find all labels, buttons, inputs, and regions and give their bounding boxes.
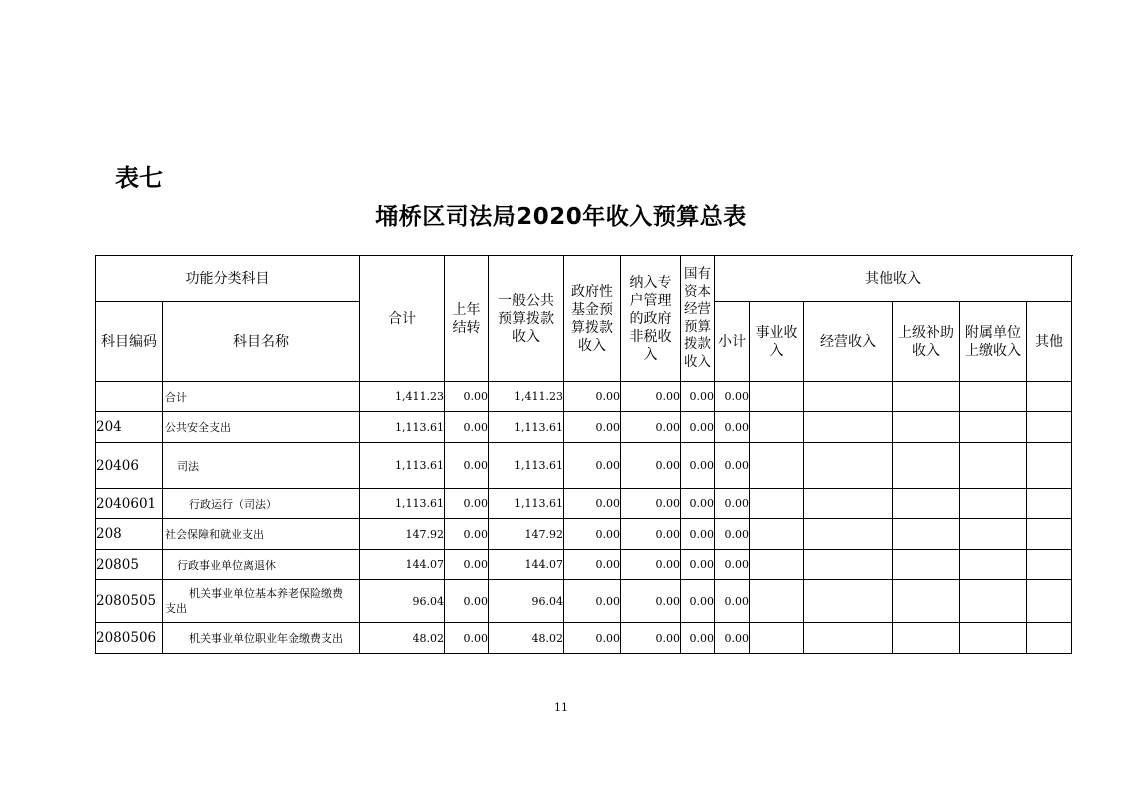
header-line: 经营 bbox=[684, 301, 711, 317]
superior-subsidy-cell bbox=[893, 550, 960, 580]
name-cell: 行政运行（司法） bbox=[163, 489, 360, 519]
total-cell: 1,411.23 bbox=[360, 382, 445, 412]
header-line: 的政府 bbox=[629, 310, 672, 327]
header-line: 政府性 bbox=[571, 283, 613, 300]
subtotal-cell: 0.00 bbox=[715, 519, 750, 550]
other-header: 其他 bbox=[1027, 302, 1072, 382]
general-cell: 144.07 bbox=[489, 550, 564, 580]
subtotal-cell: 0.00 bbox=[715, 382, 750, 412]
subtotal-cell: 0.00 bbox=[715, 623, 750, 654]
header-line: 预算拨款 bbox=[498, 310, 554, 327]
name-line: 机关事业单位基本养老保险缴费 bbox=[189, 587, 343, 600]
header-line: 入 bbox=[769, 342, 784, 359]
general-cell: 1,113.61 bbox=[489, 412, 564, 443]
header-line: 非税收 bbox=[629, 328, 672, 345]
fund-budget-header bbox=[564, 256, 621, 382]
other-cell bbox=[1027, 550, 1072, 580]
superior-subsidy-cell bbox=[893, 623, 960, 654]
operating-income-cell bbox=[804, 489, 893, 519]
business-income-cell bbox=[750, 580, 804, 623]
state-capital-header bbox=[681, 256, 715, 382]
nontax-cell: 0.00 bbox=[621, 550, 681, 580]
operating-income-cell bbox=[804, 580, 893, 623]
general-cell: 1,113.61 bbox=[489, 443, 564, 489]
code-cell: 20805 bbox=[96, 550, 163, 580]
carryover-cell: 0.00 bbox=[445, 550, 489, 580]
other-cell bbox=[1027, 580, 1072, 623]
header-line: 收入 bbox=[912, 342, 940, 359]
other-cell bbox=[1027, 519, 1072, 550]
header-line: 一般公共 bbox=[498, 292, 554, 309]
business-income-cell bbox=[750, 443, 804, 489]
total-cell: 48.02 bbox=[360, 623, 445, 654]
subtotal-cell: 0.00 bbox=[715, 412, 750, 443]
general-cell: 48.02 bbox=[489, 623, 564, 654]
code-header: 科目编码 bbox=[96, 302, 163, 382]
name-cell: 司法 bbox=[163, 443, 360, 489]
subtotal-cell: 0.00 bbox=[715, 550, 750, 580]
subtotal-cell: 0.00 bbox=[715, 489, 750, 519]
superior-subsidy-cell bbox=[893, 580, 960, 623]
operating-income-cell bbox=[804, 382, 893, 412]
non-tax-header bbox=[621, 256, 681, 382]
affiliated-income-cell bbox=[960, 412, 1027, 443]
carryover-cell: 0.00 bbox=[445, 623, 489, 654]
total-cell: 1,113.61 bbox=[360, 489, 445, 519]
name-cell: 合计 bbox=[163, 382, 360, 412]
carryover-cell: 0.00 bbox=[445, 580, 489, 623]
code-cell bbox=[96, 382, 163, 412]
header-line: 资本 bbox=[684, 283, 711, 300]
general-cell: 147.92 bbox=[489, 519, 564, 550]
header-line: 预算 bbox=[684, 318, 711, 335]
capital-cell: 0.00 bbox=[681, 412, 715, 443]
fund-cell: 0.00 bbox=[564, 623, 621, 654]
name-cell bbox=[163, 580, 360, 623]
superior-subsidy-cell bbox=[893, 412, 960, 443]
other-cell bbox=[1027, 382, 1072, 412]
affiliated-income-header bbox=[960, 302, 1027, 382]
superior-subsidy-cell bbox=[893, 519, 960, 550]
other-cell bbox=[1027, 443, 1072, 489]
general-cell: 1,411.23 bbox=[489, 382, 564, 412]
table-row bbox=[96, 382, 1072, 412]
header-line: 收入 bbox=[684, 353, 711, 370]
capital-cell: 0.00 bbox=[681, 489, 715, 519]
total-cell: 96.04 bbox=[360, 580, 445, 623]
total-cell: 147.92 bbox=[360, 519, 445, 550]
header-line: 纳入专 bbox=[629, 274, 672, 291]
capital-cell: 0.00 bbox=[681, 382, 715, 412]
fund-cell: 0.00 bbox=[564, 550, 621, 580]
total-cell: 144.07 bbox=[360, 550, 445, 580]
nontax-cell: 0.00 bbox=[621, 489, 681, 519]
subtotal-cell: 0.00 bbox=[715, 443, 750, 489]
table-row bbox=[96, 412, 1072, 443]
header-line: 附属单位 bbox=[965, 324, 1021, 341]
capital-cell: 0.00 bbox=[681, 519, 715, 550]
general-cell: 1,113.61 bbox=[489, 489, 564, 519]
other-cell bbox=[1027, 412, 1072, 443]
header-line: 上年 bbox=[452, 301, 481, 318]
document-title: 埇桥区司法局2020年收入预算总表 bbox=[375, 204, 747, 230]
affiliated-income-cell bbox=[960, 382, 1027, 412]
income-budget-table bbox=[95, 255, 1072, 654]
general-budget-header bbox=[489, 256, 564, 382]
code-cell: 204 bbox=[96, 412, 163, 443]
header-line: 结转 bbox=[452, 319, 481, 336]
business-income-cell bbox=[750, 382, 804, 412]
business-income-header bbox=[750, 302, 804, 382]
functional-group-header: 功能分类科目 bbox=[96, 256, 360, 302]
nontax-cell: 0.00 bbox=[621, 382, 681, 412]
total-cell: 1,113.61 bbox=[360, 412, 445, 443]
capital-cell: 0.00 bbox=[681, 550, 715, 580]
table-label: 表七 bbox=[115, 164, 163, 192]
header-line: 基金预 bbox=[571, 301, 613, 318]
affiliated-income-cell bbox=[960, 443, 1027, 489]
other-income-header: 其他收入 bbox=[715, 256, 1072, 302]
table-row bbox=[96, 443, 1072, 489]
capital-cell: 0.00 bbox=[681, 623, 715, 654]
name-line: 支出 bbox=[165, 602, 187, 615]
header-line: 事业收 bbox=[755, 324, 798, 341]
affiliated-income-cell bbox=[960, 519, 1027, 550]
code-cell: 2040601 bbox=[96, 489, 163, 519]
business-income-cell bbox=[750, 550, 804, 580]
capital-cell: 0.00 bbox=[681, 580, 715, 623]
operating-income-cell bbox=[804, 623, 893, 654]
header-line: 收入 bbox=[512, 328, 540, 345]
superior-subsidy-cell bbox=[893, 489, 960, 519]
general-cell: 96.04 bbox=[489, 580, 564, 623]
header-line: 算拨款 bbox=[571, 319, 613, 336]
table-row bbox=[96, 519, 1072, 550]
affiliated-income-cell bbox=[960, 550, 1027, 580]
name-header: 科目名称 bbox=[163, 302, 360, 382]
header-line: 户管理 bbox=[629, 292, 672, 309]
nontax-cell: 0.00 bbox=[621, 412, 681, 443]
code-cell: 2080506 bbox=[96, 623, 163, 654]
subtotal-cell: 0.00 bbox=[715, 580, 750, 623]
subtotal-header: 小计 bbox=[715, 302, 750, 382]
superior-subsidy-header bbox=[893, 302, 960, 382]
total-header: 合计 bbox=[360, 256, 445, 382]
nontax-cell: 0.00 bbox=[621, 443, 681, 489]
fund-cell: 0.00 bbox=[564, 489, 621, 519]
business-income-cell bbox=[750, 489, 804, 519]
fund-cell: 0.00 bbox=[564, 443, 621, 489]
table-row bbox=[96, 489, 1072, 519]
affiliated-income-cell bbox=[960, 623, 1027, 654]
header-line: 拨款 bbox=[684, 336, 711, 352]
header-line: 上级补助 bbox=[898, 324, 954, 341]
fund-cell: 0.00 bbox=[564, 382, 621, 412]
business-income-cell bbox=[750, 412, 804, 443]
page-number: 11 bbox=[554, 701, 568, 714]
header-row-1 bbox=[96, 256, 1072, 302]
operating-income-cell bbox=[804, 443, 893, 489]
header-line: 上缴收入 bbox=[965, 342, 1021, 359]
operating-income-cell bbox=[804, 519, 893, 550]
business-income-cell bbox=[750, 519, 804, 550]
fund-cell: 0.00 bbox=[564, 519, 621, 550]
table-row bbox=[96, 623, 1072, 654]
carryover-header bbox=[445, 256, 489, 382]
capital-cell: 0.00 bbox=[681, 443, 715, 489]
carryover-cell: 0.00 bbox=[445, 443, 489, 489]
table-row bbox=[96, 580, 1072, 623]
code-cell: 2080505 bbox=[96, 580, 163, 623]
carryover-cell: 0.00 bbox=[445, 412, 489, 443]
header-line: 入 bbox=[643, 346, 658, 363]
fund-cell: 0.00 bbox=[564, 412, 621, 443]
nontax-cell: 0.00 bbox=[621, 580, 681, 623]
name-cell: 公共安全支出 bbox=[163, 412, 360, 443]
carryover-cell: 0.00 bbox=[445, 489, 489, 519]
other-cell bbox=[1027, 489, 1072, 519]
name-cell: 行政事业单位离退休 bbox=[163, 550, 360, 580]
carryover-cell: 0.00 bbox=[445, 519, 489, 550]
nontax-cell: 0.00 bbox=[621, 519, 681, 550]
business-income-cell bbox=[750, 623, 804, 654]
header-line: 国有 bbox=[684, 266, 711, 282]
affiliated-income-cell bbox=[960, 580, 1027, 623]
name-cell: 机关事业单位职业年金缴费支出 bbox=[163, 623, 360, 654]
header-line: 收入 bbox=[578, 337, 606, 354]
total-cell: 1,113.61 bbox=[360, 443, 445, 489]
superior-subsidy-cell bbox=[893, 382, 960, 412]
nontax-cell: 0.00 bbox=[621, 623, 681, 654]
fund-cell: 0.00 bbox=[564, 580, 621, 623]
superior-subsidy-cell bbox=[893, 443, 960, 489]
carryover-cell: 0.00 bbox=[445, 382, 489, 412]
name-cell: 社会保障和就业支出 bbox=[163, 519, 360, 550]
code-cell: 20406 bbox=[96, 443, 163, 489]
operating-income-cell bbox=[804, 412, 893, 443]
other-cell bbox=[1027, 623, 1072, 654]
affiliated-income-cell bbox=[960, 489, 1027, 519]
table-row bbox=[96, 550, 1072, 580]
operating-income-cell bbox=[804, 550, 893, 580]
operating-income-header: 经营收入 bbox=[804, 302, 893, 382]
code-cell: 208 bbox=[96, 519, 163, 550]
